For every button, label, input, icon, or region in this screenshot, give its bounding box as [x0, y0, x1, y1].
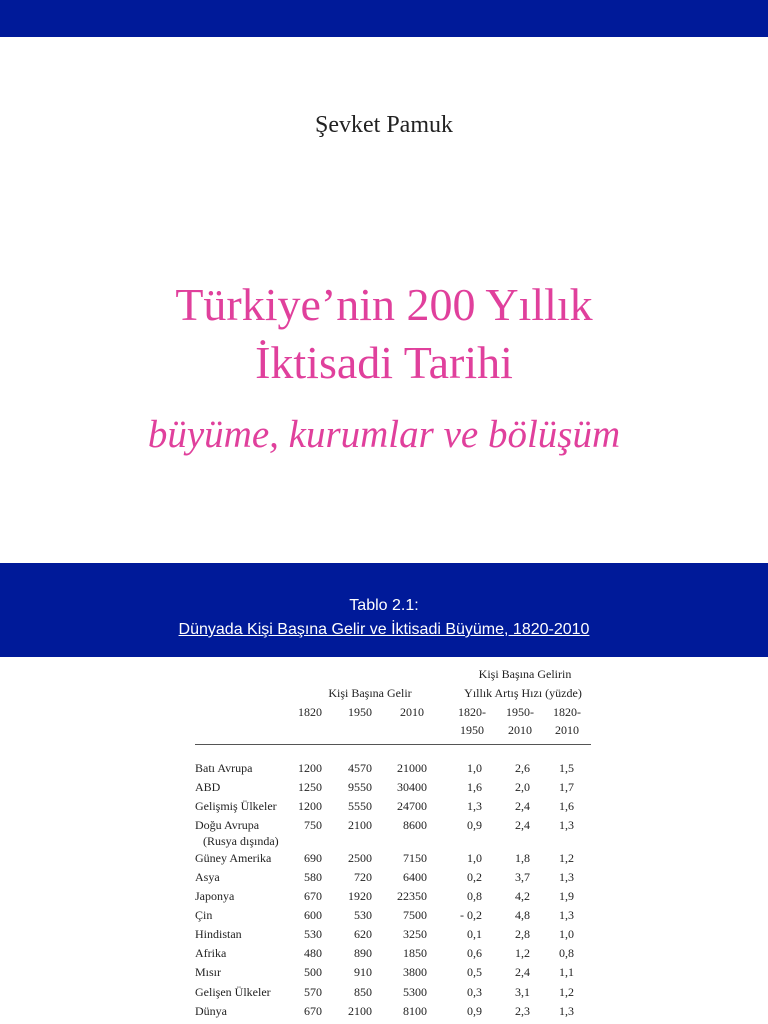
- income-1950-cell: 9550: [348, 780, 372, 794]
- income-1950-cell: 890: [354, 946, 372, 960]
- growth-1820-1950-cell: 1,3: [467, 799, 482, 813]
- growth-1950-2010-cell: 4,8: [515, 908, 530, 922]
- growth-1950-2010-cell: 2,0: [515, 780, 530, 794]
- growth-1820-2010-cell: 1,3: [559, 1004, 574, 1018]
- income-1820-cell: 670: [304, 1004, 322, 1018]
- growth-1820-1950-cell: 0,8: [467, 889, 482, 903]
- table-caption-title: Dünyada Kişi Başına Gelir ve İktisadi Büyüme, 1820-2010: [178, 621, 590, 638]
- income-1820-cell: 500: [304, 965, 322, 979]
- growth-1950-2010-cell: 2,4: [515, 818, 530, 832]
- col-header-2010: 2010: [400, 705, 424, 719]
- growth-group-header-line-1: Kişi Başına Gelirin: [478, 667, 572, 681]
- income-2010-cell: 7500: [403, 908, 427, 922]
- growth-1820-1950-cell: 0,9: [467, 818, 482, 832]
- growth-1820-2010-cell: 1,0: [559, 927, 574, 941]
- author-name: Şevket Pamuk: [315, 112, 453, 138]
- col-header-growth-1950-2010-bottom: 2010: [508, 723, 532, 737]
- col-header-growth-1820-2010-top: 1820-: [553, 705, 581, 719]
- region-cell: Dünya: [195, 1004, 227, 1018]
- region-cell: Gelişmiş Ülkeler: [195, 799, 277, 813]
- region-cell: Mısır: [195, 965, 222, 979]
- growth-1950-2010-cell: 2,4: [515, 965, 530, 979]
- growth-1820-2010-cell: 1,5: [559, 761, 574, 775]
- col-header-growth-1820-1950-top: 1820-: [458, 705, 486, 719]
- income-2010-cell: 21000: [397, 761, 427, 775]
- growth-1950-2010-cell: 2,6: [515, 761, 530, 775]
- income-2010-cell: 6400: [403, 870, 427, 884]
- income-2010-cell: 3800: [403, 965, 427, 979]
- growth-1950-2010-cell: 3,1: [515, 985, 530, 999]
- income-1820-cell: 1200: [298, 799, 322, 813]
- income-1820-cell: 530: [304, 927, 322, 941]
- growth-1950-2010-cell: 1,2: [515, 946, 530, 960]
- growth-1820-1950-cell: - 0,2: [460, 908, 482, 922]
- income-1820-cell: 580: [304, 870, 322, 884]
- growth-1950-2010-cell: 2,8: [515, 927, 530, 941]
- growth-1820-2010-cell: 1,3: [559, 870, 574, 884]
- income-2010-cell: 24700: [397, 799, 427, 813]
- growth-1950-2010-cell: 3,7: [515, 870, 530, 884]
- region-subnote-cell: (Rusya dışında): [203, 834, 279, 848]
- income-1950-cell: 910: [354, 965, 372, 979]
- income-1950-cell: 620: [354, 927, 372, 941]
- region-cell: Japonya: [195, 889, 235, 903]
- income-1820-cell: 480: [304, 946, 322, 960]
- region-cell: Güney Amerika: [195, 851, 272, 865]
- growth-1820-1950-cell: 1,6: [467, 780, 482, 794]
- income-2010-cell: 22350: [397, 889, 427, 903]
- income-1950-cell: 2100: [348, 1004, 372, 1018]
- income-1950-cell: 1920: [348, 889, 372, 903]
- growth-1950-2010-cell: 2,3: [515, 1004, 530, 1018]
- income-1820-cell: 690: [304, 851, 322, 865]
- income-1950-cell: 530: [354, 908, 372, 922]
- region-cell: Çin: [195, 908, 213, 922]
- growth-1820-2010-cell: 1,7: [559, 780, 574, 794]
- growth-1950-2010-cell: 1,8: [515, 851, 530, 865]
- book-subtitle: büyüme, kurumlar ve bölüşüm: [147, 413, 621, 456]
- income-2010-cell: 5300: [403, 985, 427, 999]
- income-1820-cell: 1250: [298, 780, 322, 794]
- income-1820-cell: 1200: [298, 761, 322, 775]
- region-cell: Gelişen Ülkeler: [195, 985, 271, 999]
- income-group-header: Kişi Başına Gelir: [328, 686, 412, 700]
- growth-1820-1950-cell: 1,0: [467, 851, 482, 865]
- income-1950-cell: 720: [354, 870, 372, 884]
- income-2010-cell: 7150: [403, 851, 427, 865]
- region-cell: Doğu Avrupa: [195, 818, 260, 832]
- growth-1820-1950-cell: 0,2: [467, 870, 482, 884]
- growth-group-header-line-2: Yıllık Artış Hızı (yüzde): [464, 686, 582, 700]
- book-title-line-2: İktisadi Tarihi: [255, 337, 513, 388]
- growth-1820-1950-cell: 0,9: [467, 1004, 482, 1018]
- growth-1820-1950-cell: 0,3: [467, 985, 482, 999]
- income-1820-cell: 750: [304, 818, 322, 832]
- income-1950-cell: 850: [354, 985, 372, 999]
- growth-1820-2010-cell: 1,3: [559, 908, 574, 922]
- growth-1820-2010-cell: 1,1: [559, 965, 574, 979]
- growth-1820-1950-cell: 1,0: [467, 761, 482, 775]
- income-2010-cell: 30400: [397, 780, 427, 794]
- growth-1950-2010-cell: 2,4: [515, 799, 530, 813]
- income-1820-cell: 570: [304, 985, 322, 999]
- col-header-1950: 1950: [348, 705, 372, 719]
- region-cell: Afrika: [195, 946, 227, 960]
- book-title-line-1: Türkiye’nin 200 Yıllık: [175, 279, 593, 330]
- region-cell: ABD: [195, 780, 221, 794]
- growth-1820-1950-cell: 0,1: [467, 927, 482, 941]
- growth-1820-2010-cell: 1,3: [559, 818, 574, 832]
- table-caption-label: Tablo 2.1:: [349, 597, 419, 614]
- top-color-bar: [0, 0, 768, 37]
- growth-1820-2010-cell: 0,8: [559, 946, 574, 960]
- growth-1820-2010-cell: 1,9: [559, 889, 574, 903]
- income-1820-cell: 670: [304, 889, 322, 903]
- col-header-1820: 1820: [298, 705, 322, 719]
- income-1950-cell: 2500: [348, 851, 372, 865]
- region-cell: Asya: [195, 870, 220, 884]
- growth-1820-1950-cell: 0,6: [467, 946, 482, 960]
- income-2010-cell: 8100: [403, 1004, 427, 1018]
- region-cell: Batı Avrupa: [195, 761, 253, 775]
- income-1820-cell: 600: [304, 908, 322, 922]
- growth-1820-2010-cell: 1,2: [559, 851, 574, 865]
- growth-1820-2010-cell: 1,2: [559, 985, 574, 999]
- growth-1820-1950-cell: 0,5: [467, 965, 482, 979]
- col-header-growth-1820-2010-bottom: 2010: [555, 723, 579, 737]
- header-rule: [195, 744, 591, 745]
- income-1950-cell: 2100: [348, 818, 372, 832]
- income-1950-cell: 4570: [348, 761, 372, 775]
- income-2010-cell: 8600: [403, 818, 427, 832]
- col-header-growth-1950-2010-top: 1950-: [506, 705, 534, 719]
- col-header-growth-1820-1950-bottom: 1950: [460, 723, 484, 737]
- income-1950-cell: 5550: [348, 799, 372, 813]
- growth-1950-2010-cell: 4,2: [515, 889, 530, 903]
- income-2010-cell: 3250: [403, 927, 427, 941]
- region-cell: Hindistan: [195, 927, 242, 941]
- growth-1820-2010-cell: 1,6: [559, 799, 574, 813]
- income-2010-cell: 1850: [403, 946, 427, 960]
